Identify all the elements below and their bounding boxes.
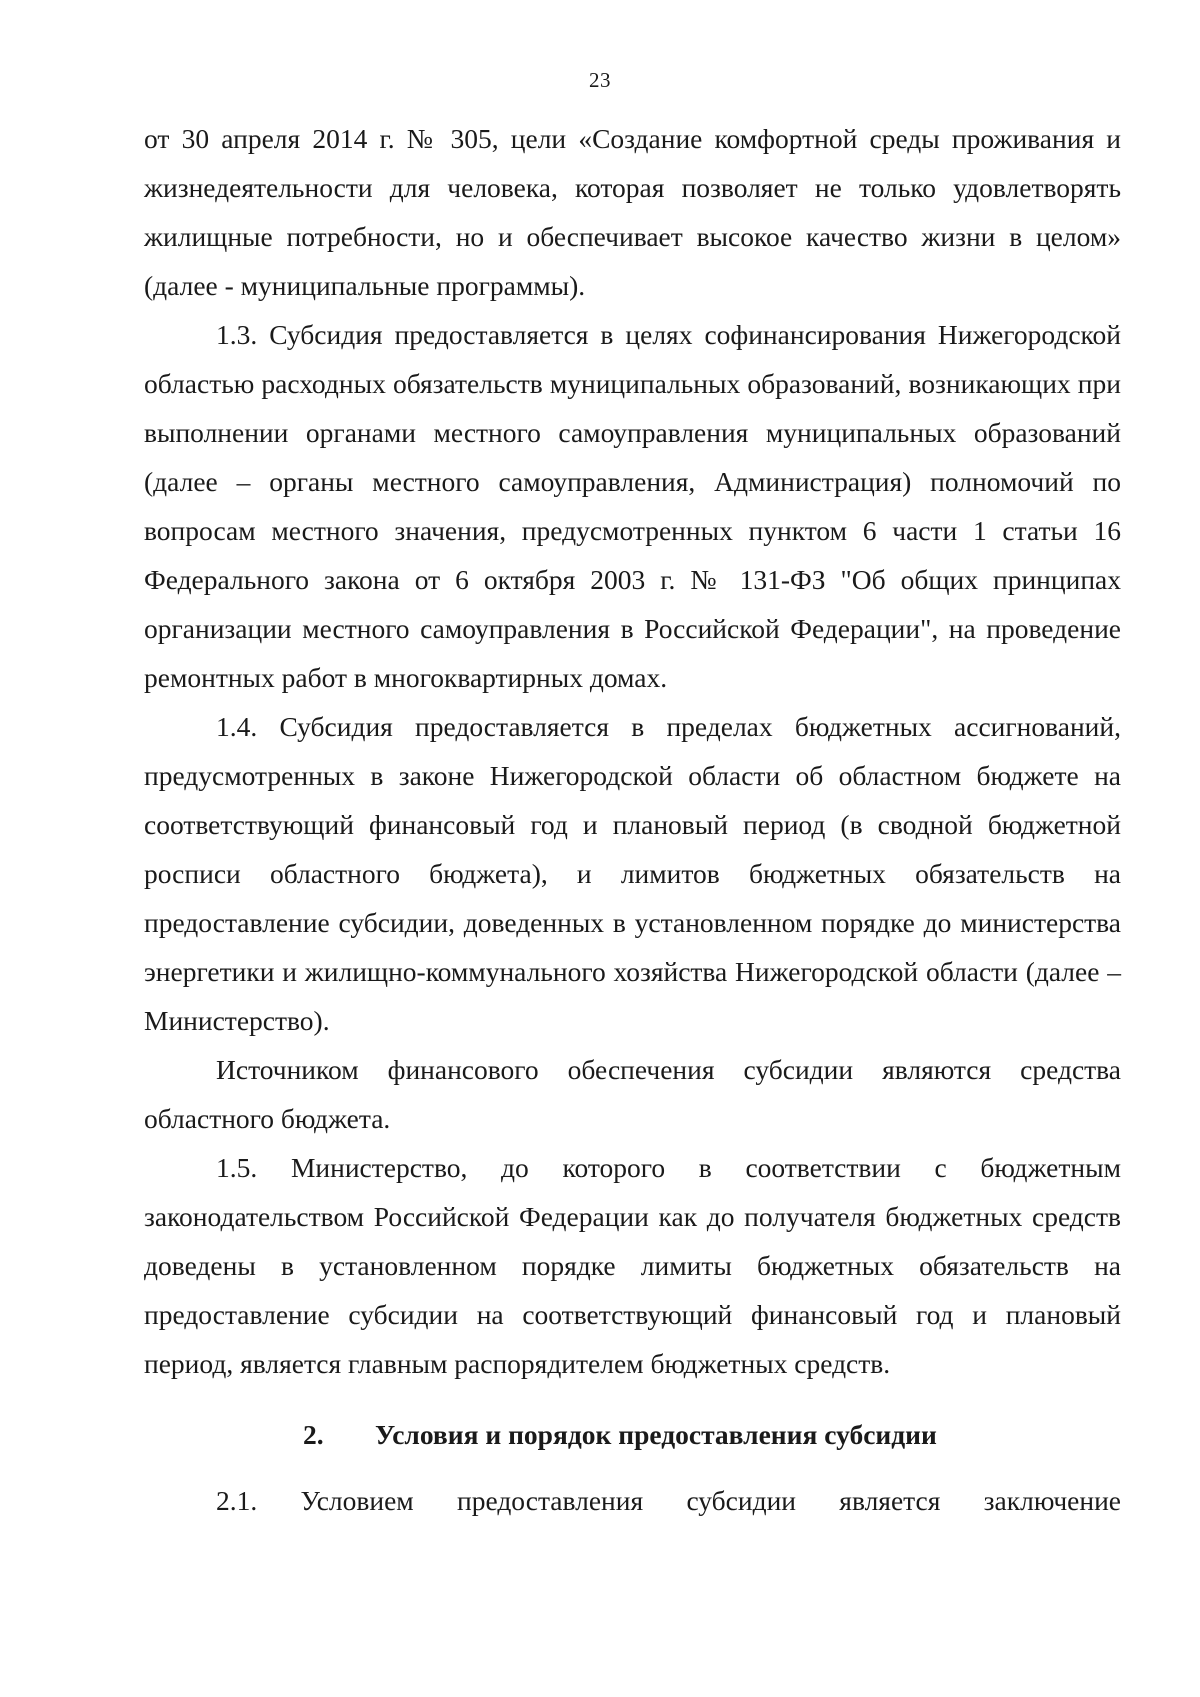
paragraph-1-3: 1.3. Субсидия предоставляется в целях софинансирования Нижегородской областью расходных обязательств муниципальных образований, возникающих при выполнении органами местного самоуправления муниципальных образований (далее – органы местного самоуправления, Администрация) полномочий по вопросам местного значения, предусмотренных пунктом 6 части 1 статьи 16 Федерального закона от 6 октября 2003 г. № 131-ФЗ "Об общих принципах организации местного самоуправления в Российской Федерации", на проведение ремонтных работ в многоквартирных домах.	[144, 319, 1121, 693]
paragraph-2-1: 2.1. Условием предоставления субсидии является заключение	[216, 1485, 1121, 1516]
section-title: Условия и порядок предоставления субсидии	[375, 1419, 937, 1450]
paragraph-1-4: 1.4. Субсидия предоставляется в пределах бюджетных ассигнований, предусмотренных в законе Нижегородской области об областном бюджете на соответствующий финансовый год и плановый период (в сводной бюджетной росписи областного бюджета), и лимитов бюджетных обязательств на предоставление субсидии, доведенных в установленном порядке до министерства энергетики и жилищно-коммунального хозяйства Нижегородской области (далее – Министерство).	[144, 711, 1121, 1036]
paragraph-continuation: от 30 апреля 2014 г. № 305, цели «Создание комфортной среды проживания и жизнедеятельности для человека, которая позволяет не только удовлетворять жилищные потребности, но и обеспечивает высокое качество жизни в целом» (далее - муниципальные программы).	[144, 123, 1121, 301]
paragraph-1-5: 1.5. Министерство, до которого в соответствии с бюджетным законодательством Российской Федерации как до получателя бюджетных средств доведены в установленном порядке лимиты бюджетных обязательств на предоставление субсидии на соответствующий финансовый год и плановый период, является главным распорядителем бюджетных средств.	[144, 1152, 1121, 1379]
paragraph-funding-source: Источником финансового обеспечения субсидии являются средства областного бюджета.	[144, 1054, 1121, 1134]
section-heading	[144, 1402, 1121, 1467]
page-number: 23	[589, 68, 611, 92]
section-number: 2.	[303, 1419, 324, 1450]
document-body	[144, 114, 1121, 1525]
